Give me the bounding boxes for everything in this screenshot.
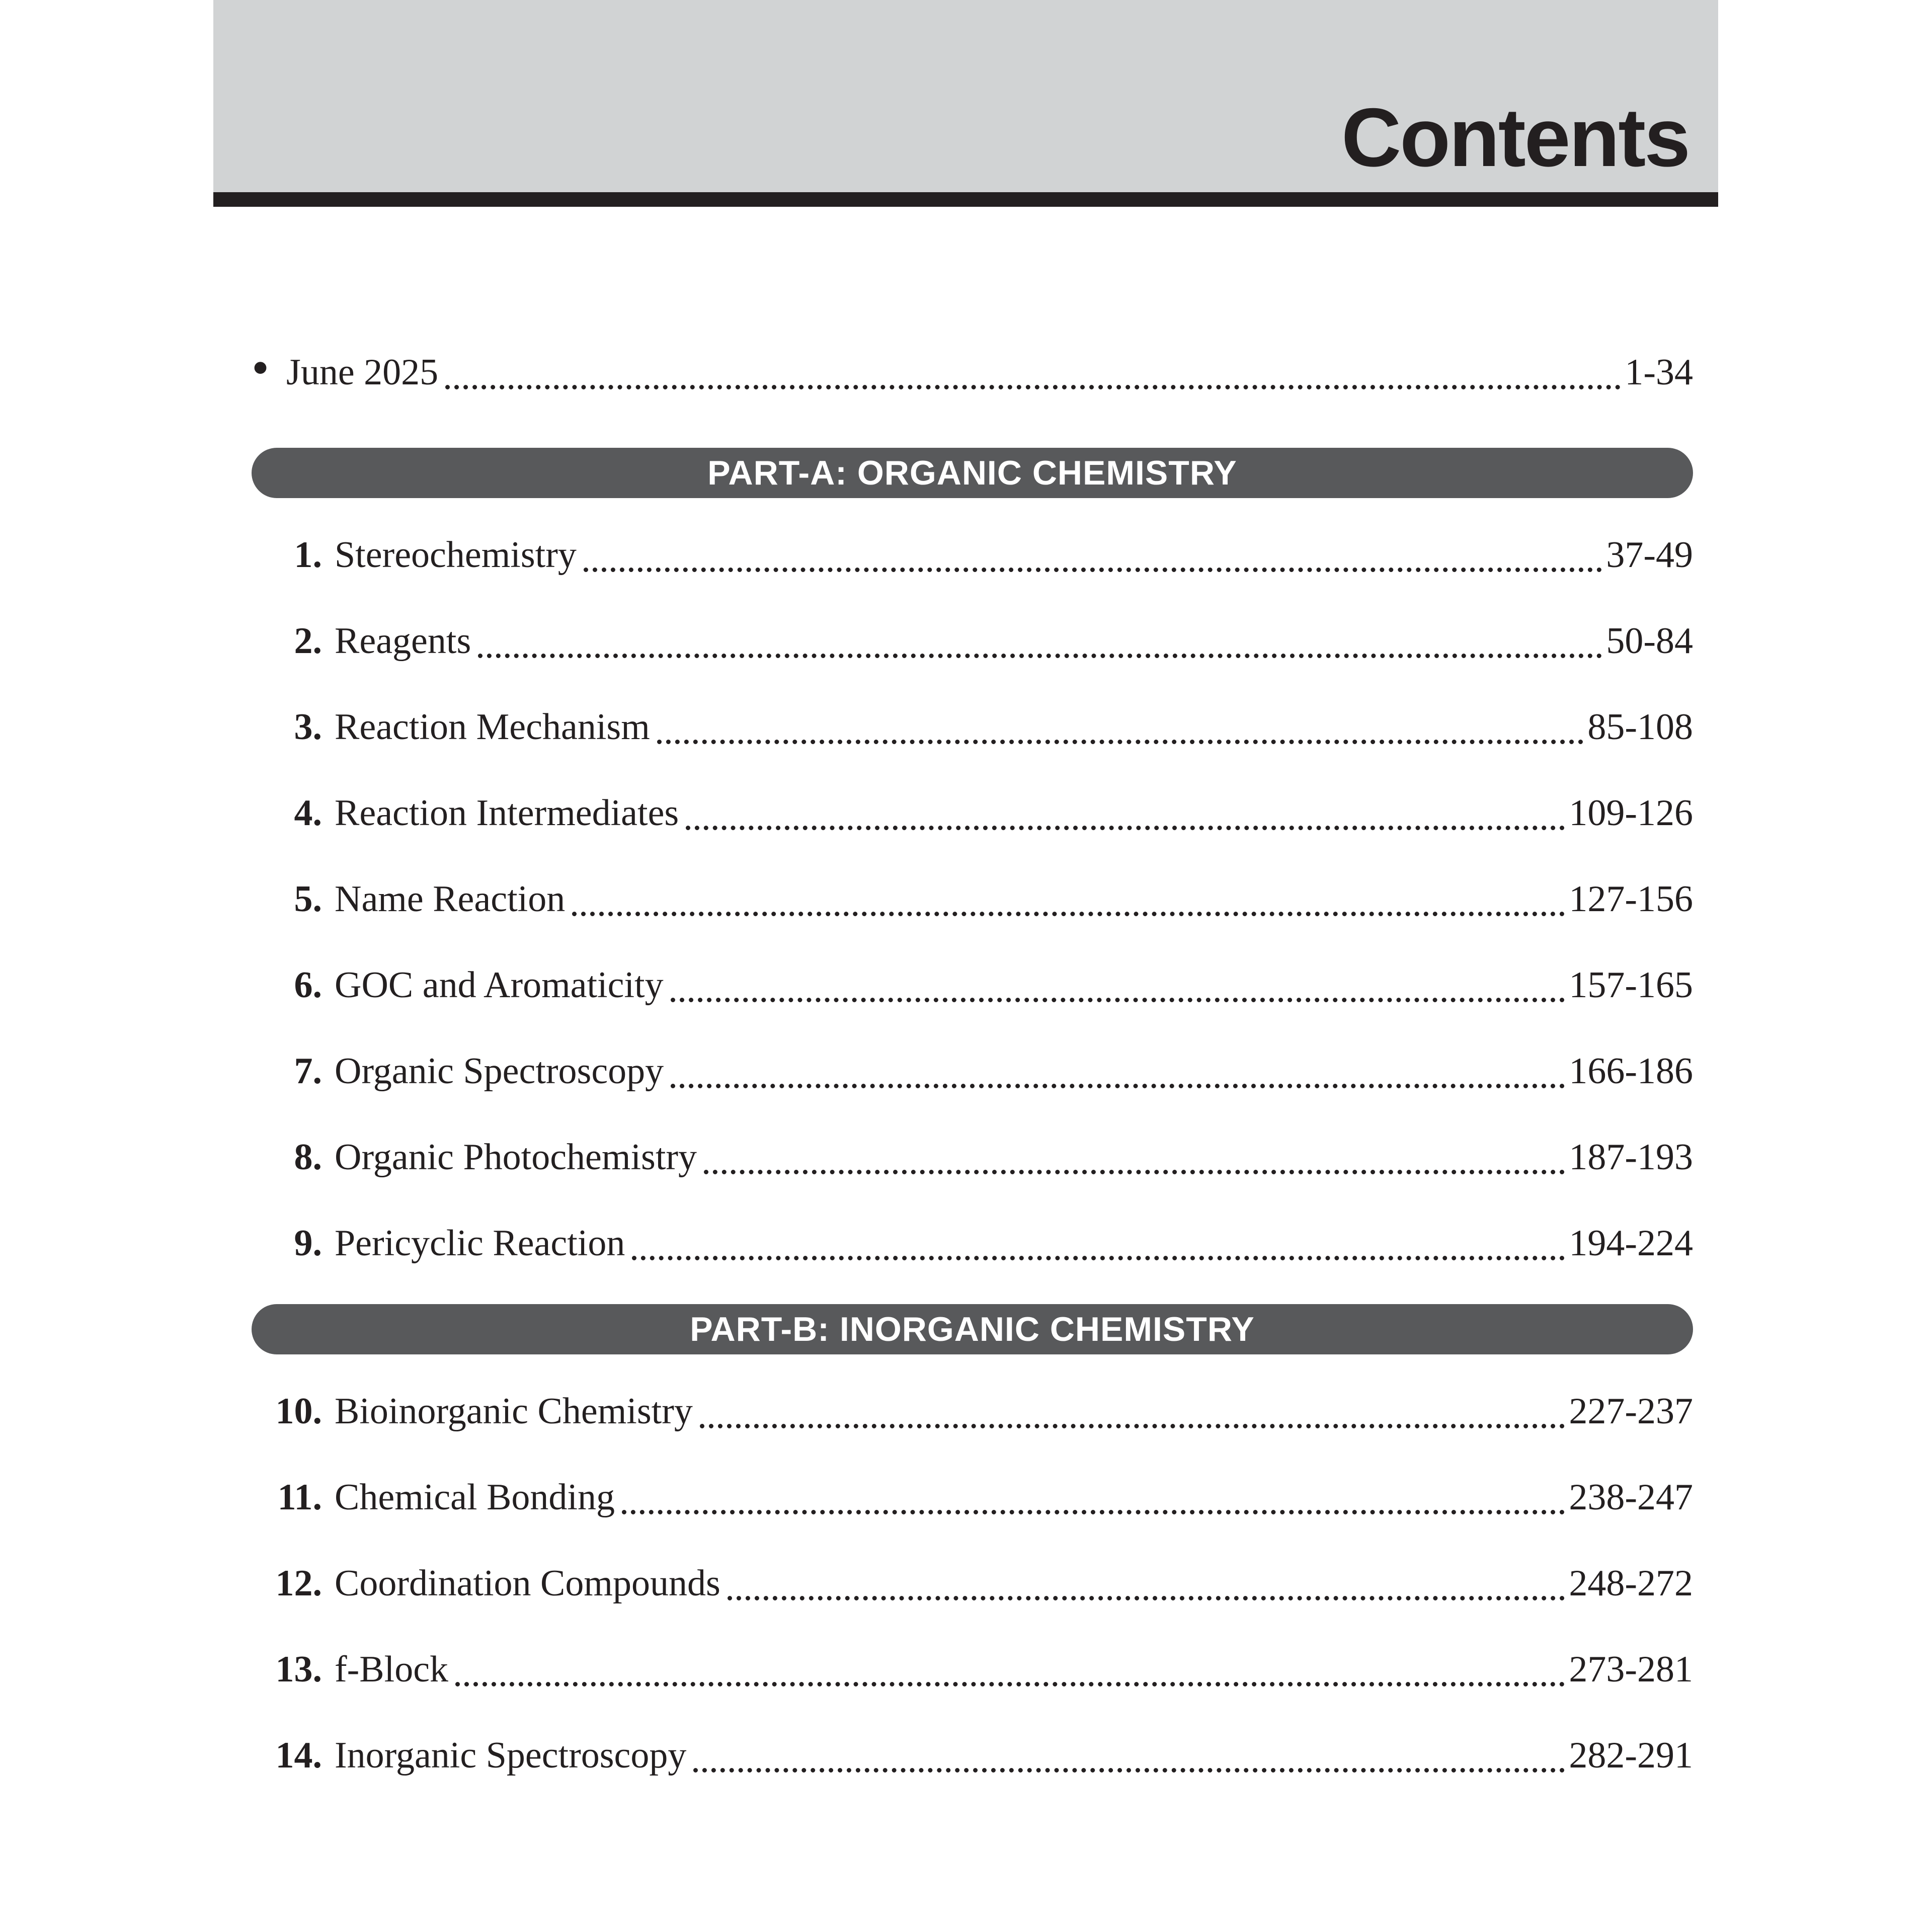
toc-entry-number: 6. xyxy=(294,964,322,1006)
section-heading: PART-A: ORGANIC CHEMISTRY xyxy=(707,454,1237,492)
toc-entry-pages: 166-186 xyxy=(1569,1051,1693,1092)
toc-entry xyxy=(252,702,1693,752)
toc-entry-pages: 50-84 xyxy=(1606,620,1693,662)
toc-entry-number: 10. xyxy=(275,1391,322,1432)
toc-entry xyxy=(252,960,1693,1010)
dot-leader xyxy=(622,1510,1565,1514)
toc-entry-pages: 282-291 xyxy=(1569,1735,1693,1776)
section-banner-part-b xyxy=(252,1304,1693,1354)
toc-entry-title: Bioinorganic Chemistry xyxy=(335,1391,693,1432)
toc-entry xyxy=(252,1046,1693,1096)
toc-entry-pages: 157-165 xyxy=(1569,964,1693,1006)
toc-entry-title: f-Block xyxy=(335,1649,449,1690)
toc-entry-pages: 187-193 xyxy=(1569,1137,1693,1178)
toc-entry xyxy=(252,530,1693,580)
dot-leader xyxy=(657,740,1584,744)
toc-entry xyxy=(252,1558,1693,1608)
toc-entry-title: Inorganic Spectroscopy xyxy=(335,1735,687,1776)
toc-entry-number: 8. xyxy=(294,1137,322,1178)
dot-leader xyxy=(671,1084,1565,1088)
section-heading: PART-B: INORGANIC CHEMISTRY xyxy=(690,1310,1255,1348)
toc-entry-number: 4. xyxy=(294,792,322,834)
dot-leader xyxy=(671,998,1565,1002)
dot-leader xyxy=(632,1256,1565,1260)
dot-leader xyxy=(686,826,1565,830)
toc-entry xyxy=(252,616,1693,666)
bullet-icon: • xyxy=(252,340,270,395)
toc-entry xyxy=(252,1472,1693,1522)
toc-entry-number: 14. xyxy=(275,1735,322,1776)
dot-leader xyxy=(445,385,1621,389)
toc-entry-pages: 273-281 xyxy=(1569,1649,1693,1690)
toc-entry-pages: 227-237 xyxy=(1569,1391,1693,1432)
toc-list-part-a xyxy=(252,530,1693,1268)
toc-entry xyxy=(252,1644,1693,1695)
toc-entry-number: 11. xyxy=(277,1477,322,1518)
dot-leader xyxy=(478,654,1602,658)
toc-entry-number: 3. xyxy=(294,706,322,748)
toc-entry-title: Reaction Intermediates xyxy=(335,792,679,834)
toc-section-part-a xyxy=(252,448,1693,1268)
toc-entry-title: June 2025 xyxy=(286,352,439,393)
table-of-contents xyxy=(252,340,1693,1816)
toc-entry-pages: 238-247 xyxy=(1569,1477,1693,1518)
toc-entry xyxy=(252,874,1693,924)
toc-entry-title: Coordination Compounds xyxy=(335,1563,720,1604)
toc-entry-title: Organic Photochemistry xyxy=(335,1137,697,1178)
toc-entry-number: 1. xyxy=(294,534,322,576)
toc-entry-number: 7. xyxy=(294,1051,322,1092)
section-banner-part-a xyxy=(252,448,1693,498)
toc-entry-title: Reaction Mechanism xyxy=(335,706,650,748)
toc-entry-pages: 109-126 xyxy=(1569,792,1693,834)
toc-entry-number: 5. xyxy=(294,878,322,920)
toc-entry-pages: 1-34 xyxy=(1625,352,1693,393)
toc-entry xyxy=(252,1132,1693,1182)
toc-entry-number: 13. xyxy=(275,1649,322,1690)
page-header xyxy=(213,0,1718,192)
toc-list-part-b xyxy=(252,1386,1693,1781)
toc-entry-title: Chemical Bonding xyxy=(335,1477,615,1518)
dot-leader xyxy=(572,912,1565,916)
dot-leader xyxy=(700,1424,1565,1428)
toc-entry xyxy=(252,1218,1693,1268)
toc-entry-title: Pericyclic Reaction xyxy=(335,1223,625,1264)
dot-leader xyxy=(704,1170,1565,1174)
toc-entry-pages: 127-156 xyxy=(1569,878,1693,920)
toc-entry-title: Stereochemistry xyxy=(335,534,577,576)
page-title: Contents xyxy=(1341,91,1689,184)
toc-section-part-b xyxy=(252,1304,1693,1781)
toc-entry-title: GOC and Aromaticity xyxy=(335,964,664,1006)
toc-entry-pages: 37-49 xyxy=(1606,534,1693,576)
toc-entry-pages: 85-108 xyxy=(1587,706,1693,748)
toc-entry-pages: 248-272 xyxy=(1569,1563,1693,1604)
dot-leader xyxy=(584,568,1602,572)
header-rule xyxy=(213,192,1718,207)
toc-entry-number: 12. xyxy=(275,1563,322,1604)
toc-entry xyxy=(252,1730,1693,1781)
dot-leader xyxy=(455,1682,1565,1686)
toc-entry-title: Name Reaction xyxy=(335,878,566,920)
toc-entry-title: Organic Spectroscopy xyxy=(335,1051,664,1092)
toc-entry-number: 2. xyxy=(294,620,322,662)
toc-entry xyxy=(252,788,1693,838)
toc-entry-title: Reagents xyxy=(335,620,471,662)
toc-entry xyxy=(252,1386,1693,1436)
toc-entry-june-2025 xyxy=(252,340,1693,397)
dot-leader xyxy=(728,1596,1565,1600)
toc-entry-number: 9. xyxy=(294,1223,322,1264)
toc-entry-pages: 194-224 xyxy=(1569,1223,1693,1264)
dot-leader xyxy=(693,1768,1565,1773)
